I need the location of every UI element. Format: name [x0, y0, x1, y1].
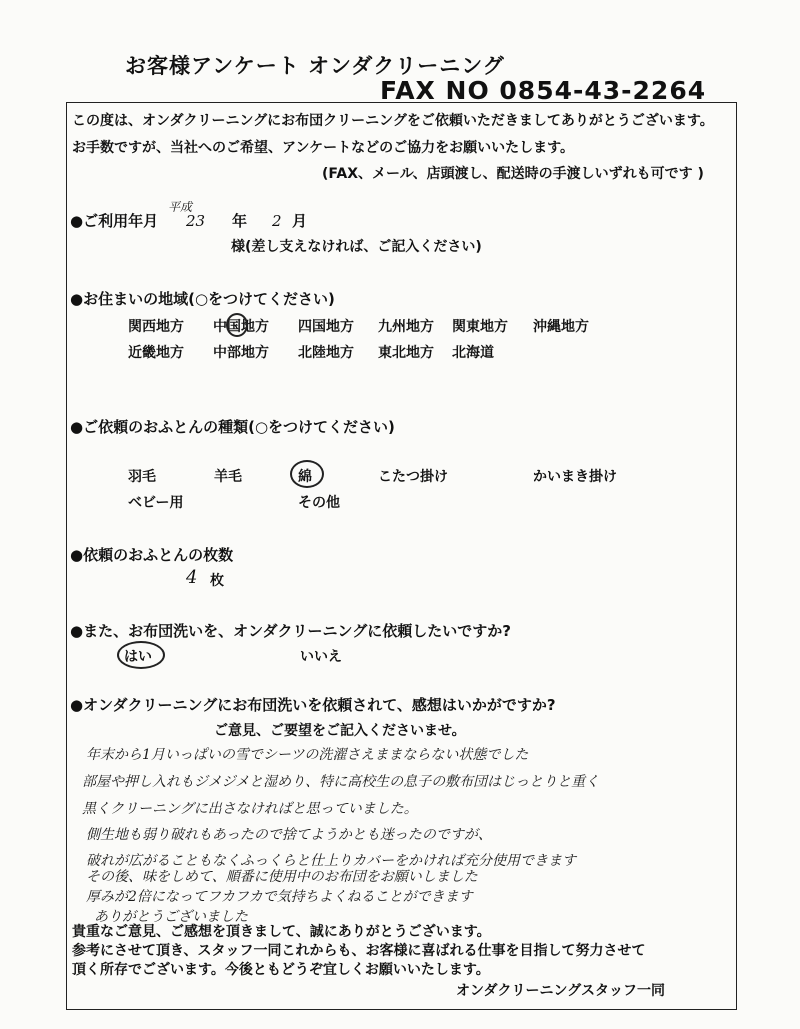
type-kaimaki[interactable]: かいまき掛け	[533, 469, 617, 485]
region-selected-mark	[226, 313, 248, 337]
again-question: ●また、お布団洗いを、オンダクリーニングに依頼したいですか?	[70, 622, 511, 640]
comment-line: ありがとうございました	[94, 909, 248, 925]
comment-line: 部屋や押し入れもジメジメと湿めり、特に高校生の息子の敷布団はじっとりと重く	[82, 774, 600, 790]
region-chugoku[interactable]: 中国地方	[213, 319, 269, 335]
count-unit: 枚	[210, 573, 224, 589]
fax-number: FAX NO 0854-43-2264	[380, 76, 707, 105]
again-selected-mark	[117, 641, 165, 669]
footer-line-1: 貴重なご意見、ご感想を頂きまして、誠にありがとうございます。	[72, 924, 491, 940]
usage-era: 平成	[168, 200, 193, 214]
comment-line: 年末から1月いっぱいの雪でシーツの洗濯さえままならない状態でした	[86, 747, 529, 763]
usage-month: 2	[272, 212, 282, 230]
usage-month-unit: 月	[292, 212, 308, 230]
type-baby[interactable]: ベビー用	[128, 495, 184, 511]
footer-line-2: 参考にさせて頂き、スタッフ一同これからも、お客様に喜ばれる仕事を目指して努力させて	[72, 943, 646, 959]
comment-line: 厚みが2倍になってフカフカで気持ちよくねることができます	[86, 889, 473, 905]
region-shikoku[interactable]: 四国地方	[298, 319, 354, 335]
region-kinki[interactable]: 近畿地方	[128, 345, 184, 361]
region-hokuriku[interactable]: 北陸地方	[298, 345, 354, 361]
usage-label: ●ご利用年月	[70, 212, 159, 230]
comment-line: 黒くクリーニングに出さなければと思っていました。	[82, 801, 418, 817]
type-selected-mark	[290, 460, 324, 488]
footer-signature: オンダクリーニングスタッフ一同	[456, 983, 666, 999]
region-kansai[interactable]: 関西地方	[128, 319, 184, 335]
comment-line: 側生地も弱り破れもあったので捨てようかとも迷ったのですが、	[86, 827, 492, 843]
type-wool[interactable]: 羊毛	[214, 469, 242, 485]
region-kyushu[interactable]: 九州地方	[378, 319, 434, 335]
region-tohoku[interactable]: 東北地方	[378, 345, 434, 361]
count-question: ●依頼のおふとんの枚数	[70, 546, 234, 564]
comment-line: 破れが広がることもなくふっくらと仕上りカバーをかければ充分使用できます	[86, 853, 576, 869]
region-chubu[interactable]: 中部地方	[213, 345, 269, 361]
region-kanto[interactable]: 関東地方	[452, 319, 508, 335]
usage-year-unit: 年	[232, 212, 248, 230]
region-okinawa[interactable]: 沖縄地方	[533, 319, 589, 335]
intro-line-3: (FAX、メール、店頭渡し、配送時の手渡しいずれも可です )	[322, 166, 704, 182]
intro-line-2: お手数ですが、当社へのご希望、アンケートなどのご協力をお願いいたします。	[72, 140, 575, 156]
region-hokkaido[interactable]: 北海道	[452, 345, 494, 361]
usage-year: 23	[186, 212, 206, 230]
impression-prompt: ご意見、ご要望をご記入くださいませ。	[214, 723, 466, 739]
again-no[interactable]: いいえ	[300, 649, 342, 665]
intro-line-1: この度は、オンダクリーニングにお布団クリーニングをご依頼いただきましてありがとうございます。	[72, 113, 714, 129]
comment-line: その後、味をしめて、順番に使用中のお布団をお願いしました	[86, 869, 478, 885]
type-other[interactable]: その他	[298, 495, 340, 511]
name-note: 様(差し支えなければ、ご記入ください)	[231, 239, 482, 255]
type-kotatsu[interactable]: こたつ掛け	[378, 469, 448, 485]
again-yes[interactable]: はい	[124, 649, 152, 665]
footer-line-3: 頂く所存でございます。今後ともどうぞ宜しくお願いいたします。	[72, 962, 490, 978]
type-down[interactable]: 羽毛	[128, 469, 156, 485]
region-question: ●お住まいの地域(○をつけてください)	[70, 290, 335, 308]
type-cotton[interactable]: 綿	[298, 469, 312, 485]
impression-question: ●オンダクリーニングにお布団洗いを依頼されて、感想はいかがですか?	[70, 696, 556, 714]
count-value: 4	[186, 567, 198, 588]
futon-type-question: ●ご依頼のおふとんの種類(○をつけてください)	[70, 418, 395, 436]
survey-title: お客様アンケート オンダクリーニング	[125, 54, 505, 78]
